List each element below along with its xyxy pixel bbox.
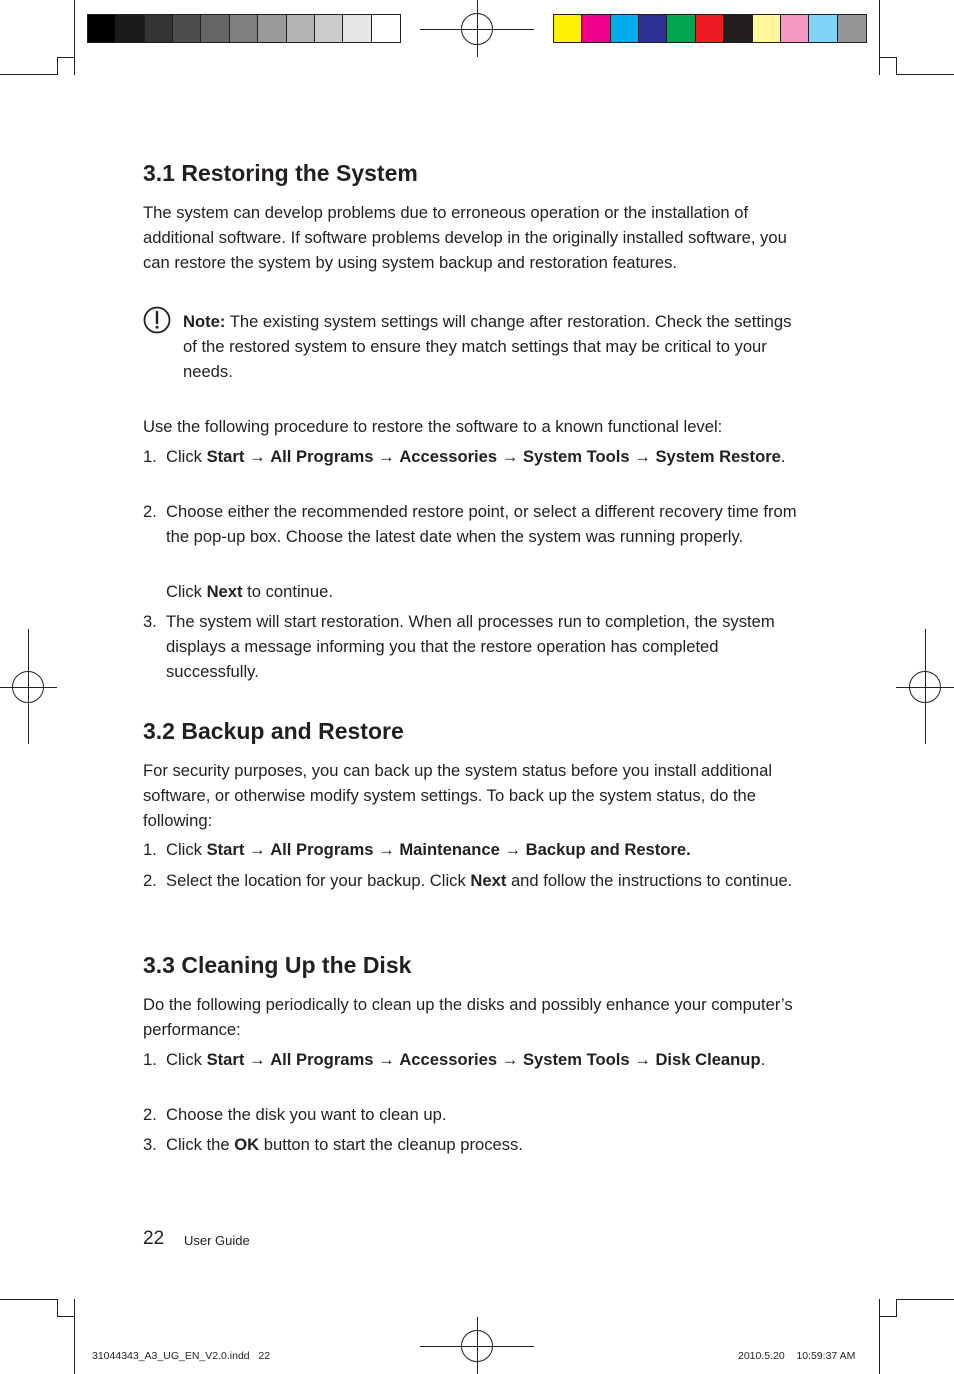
step-text-post: and follow the instructions to continue. <box>506 871 793 890</box>
step-click-text: Click <box>166 840 207 859</box>
menu-backup-and-restore: Backup and Restore. <box>525 840 691 859</box>
color-swatch <box>201 15 229 42</box>
color-swatch <box>582 15 610 42</box>
restore-step-3 <box>143 610 803 685</box>
step-click-text: Click <box>166 1050 207 1069</box>
arrow-icon: → <box>499 840 526 859</box>
color-swatch <box>88 15 116 42</box>
backup-intro-paragraph: For security purposes, you can back up the system status before you install additional software, or otherwise modify system settings. To back up the system status, do the following: <box>143 761 773 830</box>
arrow-icon: → <box>373 840 400 859</box>
menu-start: Start <box>206 447 245 466</box>
step-text <box>166 869 801 894</box>
step-number: 3. <box>143 1135 157 1154</box>
step-number: 2. <box>143 871 157 890</box>
grayscale-color-bar <box>87 14 401 43</box>
menu-all-programs: All Programs <box>270 840 374 859</box>
menu-system-restore: System Restore <box>655 447 781 466</box>
section-heading-cleaning-disk: 3.3 Cleaning Up the Disk <box>143 952 412 978</box>
color-swatch <box>781 15 809 42</box>
color-swatch <box>753 15 781 42</box>
color-swatch <box>696 15 724 42</box>
step-text-pre: Select the location for your backup. Click <box>166 871 471 890</box>
restore-step-2-continue <box>143 580 803 605</box>
step-number: 2. <box>143 1105 157 1124</box>
color-swatch <box>554 15 582 42</box>
color-swatch <box>667 15 695 42</box>
color-swatch <box>724 15 752 42</box>
arrow-icon: → <box>629 1050 656 1069</box>
step-number: 1. <box>143 1050 157 1069</box>
backup-step-2 <box>143 869 803 919</box>
arrow-icon: → <box>629 447 656 466</box>
footer-label: User Guide <box>184 1233 250 1248</box>
menu-accessories: Accessories <box>399 447 498 466</box>
procedure-intro: Use the following procedure to restore the software to a known functional level: <box>143 417 723 436</box>
slug-date-info: 2010.5.20 10:59:37 AM <box>738 1350 856 1362</box>
ok-button-label: OK <box>234 1135 260 1154</box>
color-swatch <box>230 15 258 42</box>
step-number: 2. <box>143 502 157 521</box>
cleanup-intro-paragraph: Do the following periodically to clean up the disks and possibly enhance your computer’s performance: <box>143 995 793 1039</box>
note-text: The existing system settings will change after restoration. Check the settings of the restored system to ensure they match settings that may be critical to your needs. <box>183 312 792 381</box>
color-swatch <box>116 15 144 42</box>
color-swatch <box>809 15 837 42</box>
registration-target-icon <box>461 13 493 45</box>
exclamation-note-icon <box>143 306 171 334</box>
color-swatch <box>145 15 173 42</box>
arrow-icon: → <box>497 1050 523 1069</box>
step-number: 1. <box>143 840 157 859</box>
color-swatch <box>258 15 286 42</box>
arrow-icon: → <box>244 1050 271 1069</box>
step-text <box>166 445 801 470</box>
color-swatch <box>315 15 343 42</box>
registration-target-icon <box>461 1330 493 1362</box>
color-swatch <box>173 15 201 42</box>
menu-system-tools: System Tools <box>522 447 630 466</box>
cleanup-step-3 <box>143 1133 803 1158</box>
color-swatch <box>611 15 639 42</box>
step-text: The system will start restoration. When all processes run to completion, the system displays a message informing you that the restore operation has completed successfully. <box>166 612 775 681</box>
step-click-text: Click <box>166 447 207 466</box>
section-heading-restoring-system: 3.1 Restoring the System <box>143 160 418 186</box>
step-end: . <box>780 447 786 466</box>
menu-disk-cleanup: Disk Cleanup <box>655 1050 761 1069</box>
step-text <box>166 1133 801 1158</box>
color-swatch <box>287 15 315 42</box>
step-click-text: Click <box>166 582 207 601</box>
cleanup-step-2 <box>143 1103 803 1128</box>
step-text <box>166 580 801 605</box>
note-label: Note: <box>183 312 226 331</box>
menu-start: Start <box>206 840 245 859</box>
menu-start: Start <box>206 1050 245 1069</box>
registration-target-icon <box>909 671 941 703</box>
registration-target-icon <box>12 671 44 703</box>
step-text: Choose either the recommended restore point, or select a different recovery time from the pop-up box. Choose the latest date when the system was running properly. <box>166 502 797 546</box>
arrow-icon: → <box>244 840 271 859</box>
step-number: 3. <box>143 612 157 631</box>
step-text <box>166 1048 801 1073</box>
restore-step-2 <box>143 500 803 575</box>
step-text-pre: Click the <box>166 1135 235 1154</box>
menu-all-programs: All Programs <box>270 1050 374 1069</box>
step-text: Choose the disk you want to clean up. <box>166 1105 447 1124</box>
next-button-label: Next <box>206 582 243 601</box>
step-number: 1. <box>143 447 157 466</box>
restore-step-1 <box>143 445 803 495</box>
next-button-label: Next <box>470 871 507 890</box>
step-text <box>166 838 801 863</box>
step-continue-text: to continue. <box>242 582 333 601</box>
arrow-icon: → <box>373 447 400 466</box>
section-heading-backup-restore: 3.2 Backup and Restore <box>143 718 404 744</box>
restore-intro-paragraph: The system can develop problems due to erroneous operation or the installation of additional software. If software problems develop in the originally installed software, you can restore the system by using system backup and restoration features. <box>143 203 787 272</box>
note-block <box>183 310 803 384</box>
backup-step-1 <box>143 838 803 863</box>
process-color-bar <box>553 14 867 43</box>
arrow-icon: → <box>497 447 523 466</box>
menu-maintenance: Maintenance <box>399 840 500 859</box>
color-swatch <box>838 15 866 42</box>
color-swatch <box>343 15 371 42</box>
arrow-icon: → <box>373 1050 400 1069</box>
menu-all-programs: All Programs <box>270 447 374 466</box>
step-text-post: button to start the cleanup process. <box>259 1135 523 1154</box>
step-end: . <box>760 1050 766 1069</box>
menu-system-tools: System Tools <box>522 1050 630 1069</box>
menu-accessories: Accessories <box>399 1050 498 1069</box>
color-swatch <box>639 15 667 42</box>
page-number: 22 <box>143 1228 165 1249</box>
cleanup-step-1 <box>143 1048 803 1098</box>
color-swatch <box>372 15 400 42</box>
arrow-icon: → <box>244 447 271 466</box>
slug-file-info: 31044343_A3_UG_EN_V2.0.indd 22 <box>92 1350 271 1362</box>
